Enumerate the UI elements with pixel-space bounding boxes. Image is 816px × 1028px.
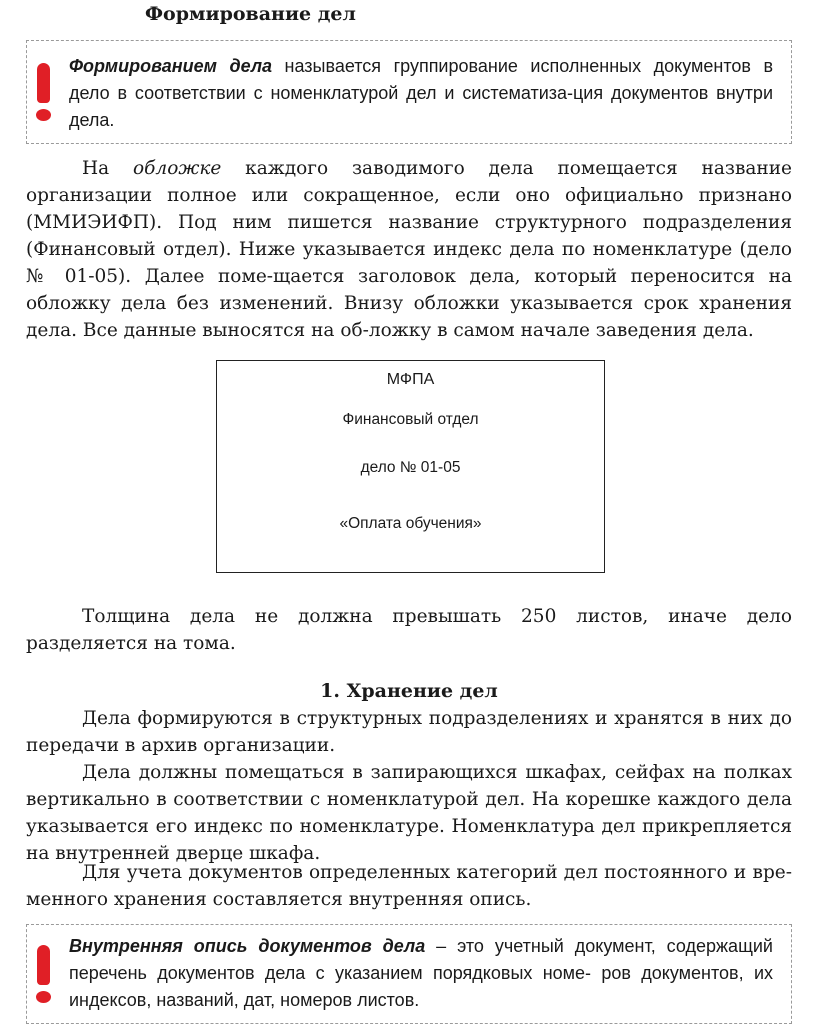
inventory-body: – это учетный документ, содержащий перечень документов дела с указанием порядковых номе- ров документов, их индексов, названий, дат, номеров листов. [69, 936, 773, 1010]
paragraph-lead: На [82, 158, 133, 179]
cover-department: Финансовый отдел [342, 411, 479, 428]
section-heading: 1. Хранение дел [320, 680, 498, 702]
definition-text [69, 53, 773, 134]
inventory-term: Внутренняя опись документов дела [69, 936, 426, 956]
definition-term: Формированием дела [69, 56, 273, 76]
thickness-paragraph: Толщина дела не должна превышать 250 листов, иначе дело разделяется на тома. [26, 606, 792, 654]
storage-paragraph-2: Дела должны помещаться в запирающихся шкафах, сейфах на полках вертикально в соответствии с номенклатурой дел. На корешке каждого дела указывается его индекс по номенклатуре. Номенклатура дел прикрепляется на внутренней дверце шкафа. [26, 762, 792, 864]
exclamation-icon [33, 63, 55, 121]
storage-paragraph-3: Для учета документов определенных категорий дел постоянного и вре-менного хранения составляется внутренняя опись. [26, 862, 792, 910]
definition-callout [26, 40, 792, 144]
inventory-text [69, 933, 773, 1014]
exclamation-icon [33, 945, 55, 1003]
page-title: Формирование дел [145, 3, 356, 25]
definition-body: называется группирование исполненных документов в дело в соответствии с номенклатурой дел и систематиза-ция документов внутри дела. [69, 56, 774, 130]
inventory-callout [26, 924, 792, 1024]
storage-paragraph-1: Дела формируются в структурных подразделениях и хранятся в них до передачи в архив организации. [26, 708, 792, 756]
paragraph-body: каждого заводимого дела помещается название организации полное или сокращенное, если оно официально признано (ММИЭИФП). Под ним пишется название структурного подразделения (Финансовый отдел). Ниже указывается индекс дела по номенклатуре (дело № 01-05). Далее поме-щается заголовок дела, который переносится на обложку дела без изменений. Внизу обложки указывается срок хранения дела. Все данные выносятся на об-ложку в самом начале заведения дела. [26, 158, 793, 341]
cover-index: дело № 01-05 [360, 459, 461, 476]
cover-paragraph [26, 155, 792, 344]
cover-org: МФПА [386, 371, 435, 388]
cover-heading: «Оплата обучения» [339, 515, 482, 532]
paragraph-emphasis: обложке [132, 158, 222, 179]
cover-sample [216, 360, 605, 573]
